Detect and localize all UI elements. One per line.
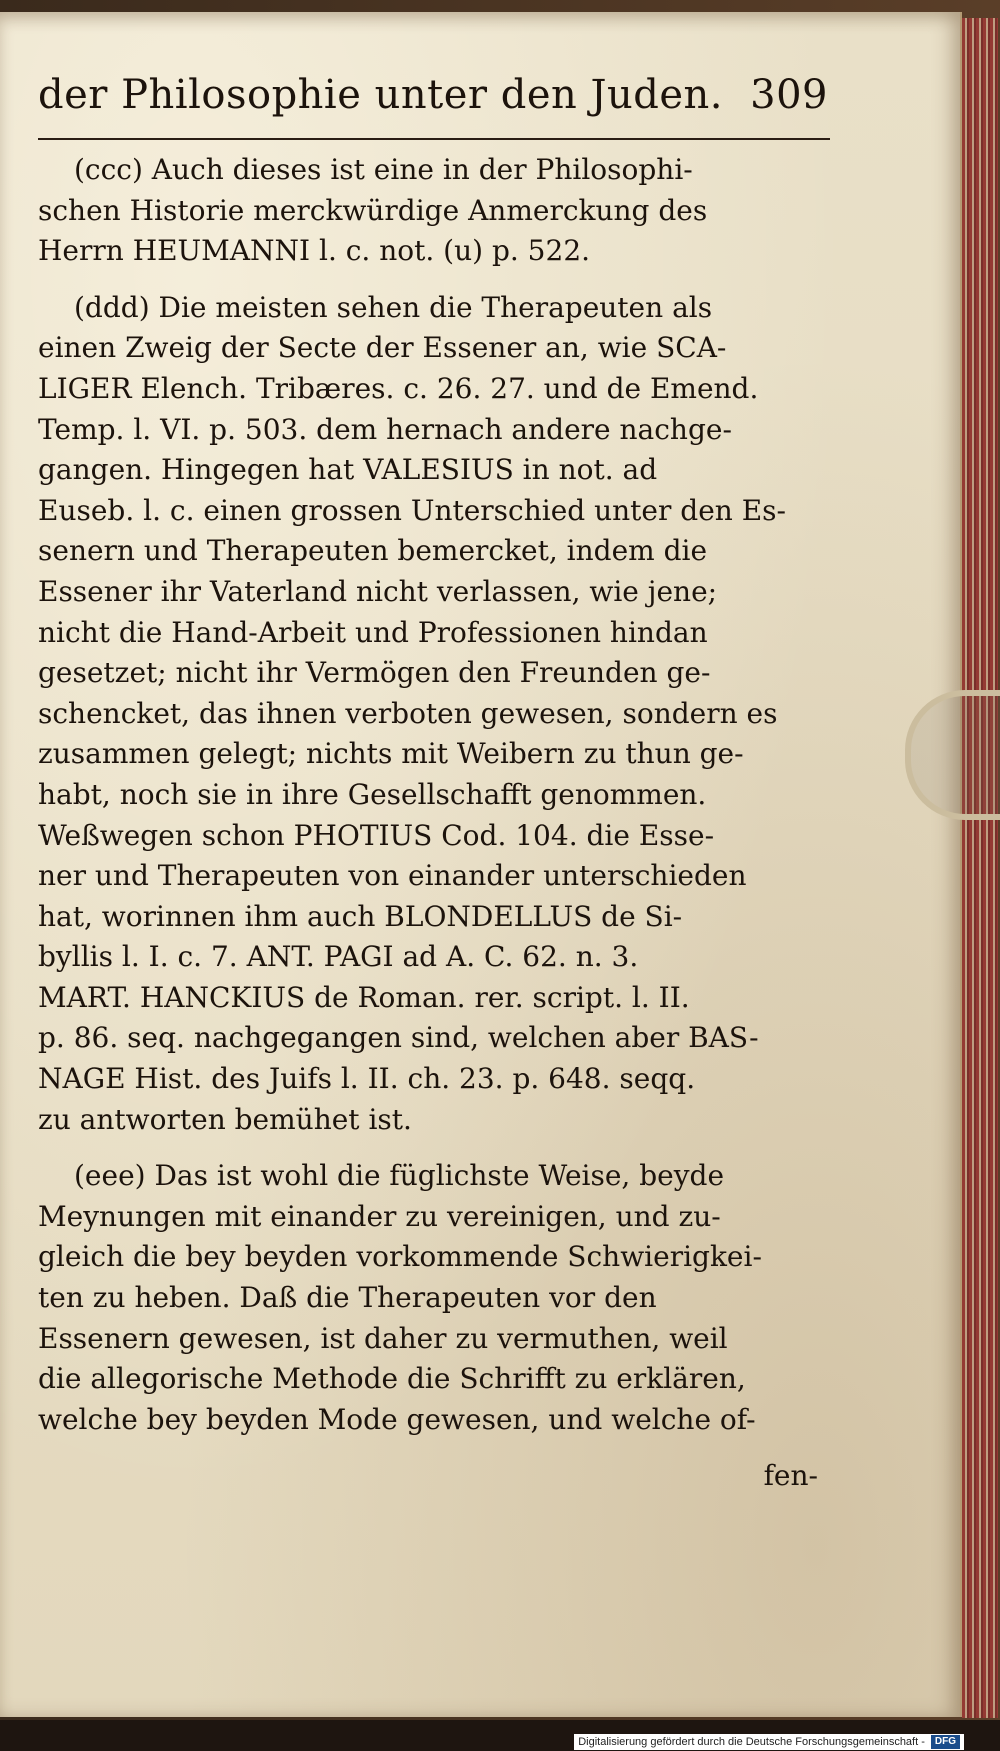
text-line: (ddd) Die meisten sehen die Therapeuten als <box>74 290 713 324</box>
text-line: byllis l. I. c. 7. ANT. PAGI ad A. C. 62. n. 3. <box>38 940 639 974</box>
page-text <box>38 150 838 1497</box>
text-line: zu antworten bemühet ist. <box>38 1102 412 1136</box>
text-line: senern und Therapeuten bemercket, indem die <box>38 534 708 568</box>
text-line: gangen. Hingegen hat VALESIUS in not. ad <box>38 453 658 487</box>
text-line: NAGE Hist. des Juifs l. II. ch. 23. p. 648. seqq. <box>38 1062 696 1096</box>
text-line: ner und Therapeuten von einander unterschieden <box>38 859 747 893</box>
text-line: gleich die bey beyden vorkommende Schwierigkei- <box>38 1240 762 1274</box>
dfg-logo: DFG <box>931 1735 960 1749</box>
text-line: schencket, das ihnen verboten gewesen, sondern es <box>38 696 778 730</box>
page-number: 309 <box>750 72 828 118</box>
header-rule <box>38 138 830 140</box>
text-line: nicht die Hand-Arbeit und Professionen hindan <box>38 615 708 649</box>
note-ddd <box>38 288 838 1140</box>
text-line: hat, worinnen ihm auch BLONDELLUS de Si- <box>38 899 683 933</box>
digitization-credit <box>574 1734 964 1750</box>
note-ccc <box>38 150 838 272</box>
text-line: Essenern gewesen, ist daher zu vermuthen, weil <box>38 1321 728 1355</box>
text-line: p. 86. seq. nachgegangen sind, welchen aber BAS- <box>38 1021 759 1055</box>
text-line: welche bey beyden Mode gewesen, und welche of- <box>38 1402 756 1436</box>
text-line: MART. HANCKIUS de Roman. rer. script. l. II. <box>38 980 690 1014</box>
text-line: Herrn HEUMANNI l. c. not. (u) p. 522. <box>38 234 591 268</box>
catchword: fen- <box>763 1459 818 1493</box>
text-line: Meynungen mit einander zu vereinigen, und zu- <box>38 1199 721 1233</box>
text-line: Weßwegen schon PHOTIUS Cod. 104. die Esse- <box>38 818 715 852</box>
text-line: einen Zweig der Secte der Essener an, wie SCA- <box>38 331 727 365</box>
text-line: gesetzet; nicht ihr Vermögen den Freunden ge- <box>38 656 711 690</box>
text-line: (eee) Das ist wohl die füglichste Weise, beyde <box>74 1159 725 1193</box>
catchword-block <box>38 1456 838 1497</box>
running-title: der Philosophie unter den Juden. <box>38 72 724 118</box>
text-line: die allegorische Methode die Schrifft zu erklären, <box>38 1362 746 1396</box>
text-line: LIGER Elench. Tribæres. c. 26. 27. und de Emend. <box>38 371 759 405</box>
page-edges <box>962 18 998 1718</box>
text-line: ten zu heben. Daß die Therapeuten vor den <box>38 1281 657 1315</box>
text-line: Essener ihr Vaterland nicht verlassen, wie jene; <box>38 574 718 608</box>
text-line: schen Historie merckwürdige Anmerckung des <box>38 193 708 227</box>
text-line: Temp. l. VI. p. 503. dem hernach andere nachge- <box>38 412 732 446</box>
text-line: (ccc) Auch dieses ist eine in der Philosophi- <box>74 153 693 186</box>
credit-text: Digitalisierung gefördert durch die Deutsche Forschungsgemeinschaft - <box>578 1736 925 1748</box>
text-line: habt, noch sie in ihre Gesellschafft genommen. <box>38 777 707 811</box>
running-header <box>38 72 828 118</box>
note-eee <box>38 1156 838 1440</box>
text-line: zusammen gelegt; nichts mit Weibern zu thun ge- <box>38 737 744 771</box>
text-line: Euseb. l. c. einen grossen Unterschied unter den Es- <box>38 493 786 527</box>
